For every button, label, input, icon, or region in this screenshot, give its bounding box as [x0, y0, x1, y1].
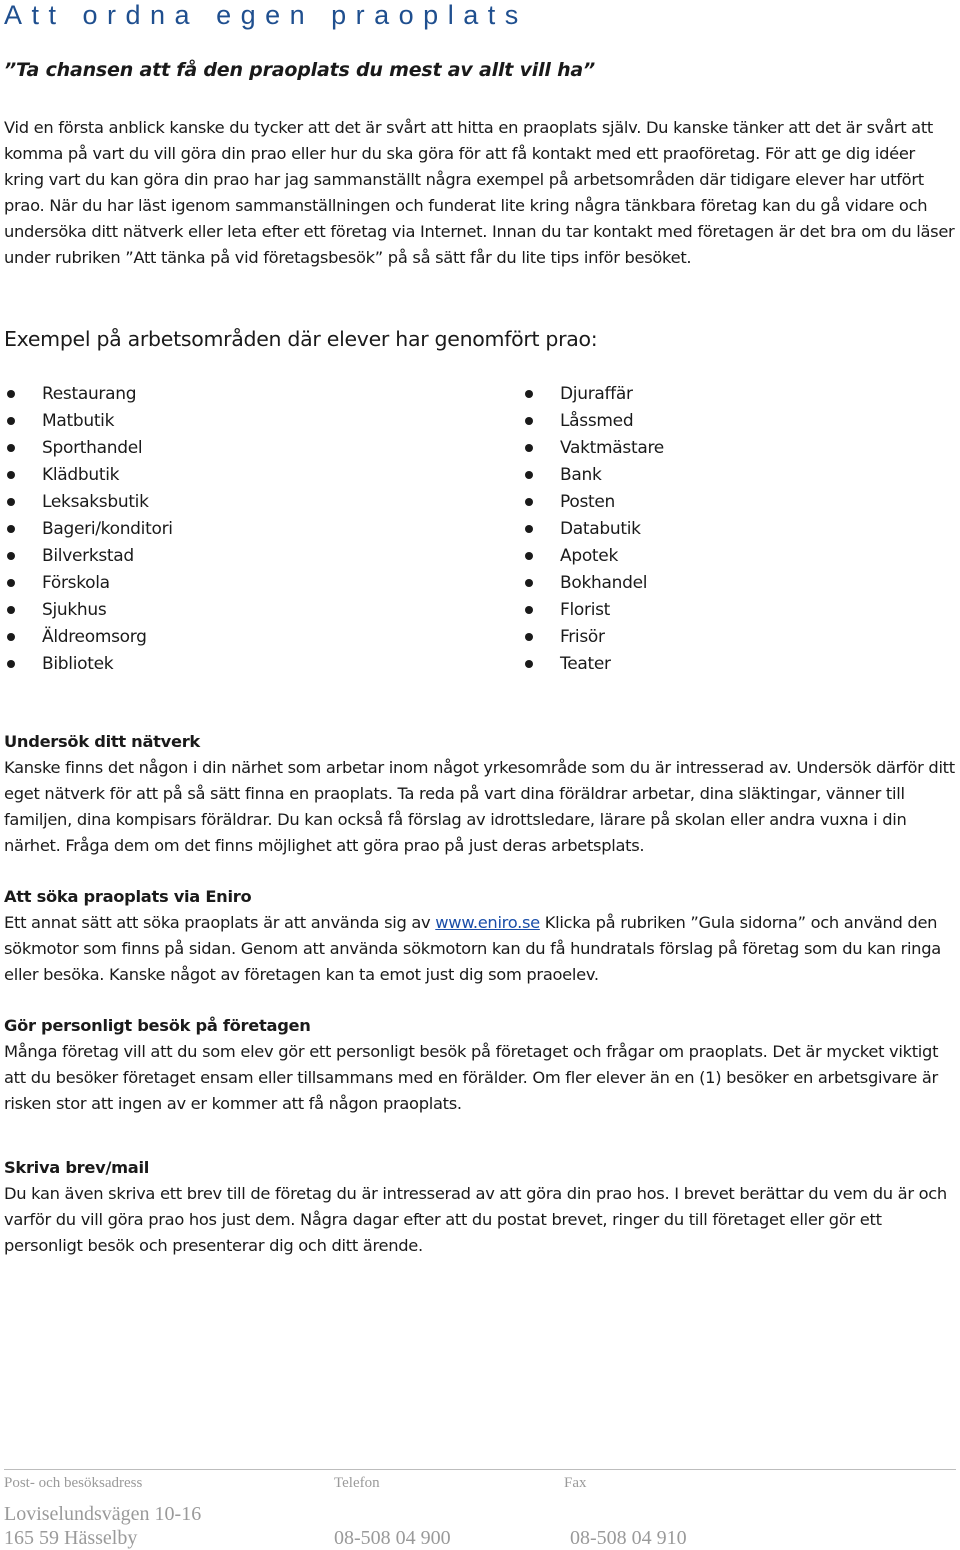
list-item: Apotek: [522, 543, 664, 570]
list-item: Bilverkstad: [4, 543, 173, 570]
bullet-icon: [7, 606, 15, 614]
footer-fax: 08-508 04 910: [570, 1527, 687, 1549]
bullet-icon: [525, 471, 533, 479]
bullet-icon: [7, 633, 15, 641]
bullet-icon: [525, 552, 533, 560]
bullet-icon: [525, 579, 533, 587]
bullet-icon: [7, 525, 15, 533]
eniro-link[interactable]: www.eniro.se: [435, 913, 540, 932]
bullet-icon: [7, 498, 15, 506]
visit-body: Många företag vill att du som elev gör ett personligt besök på företaget och frågar om praoplats. Det är mycket viktigt att du besöker företaget ensam eller tillsammans med en förälder. Om fler elever än en (1) besöker en arbetsgivare är risken stor att ingen av er kommer att få någon praoplats.: [4, 1042, 939, 1113]
bullet-icon: [525, 498, 533, 506]
footer-fax-label: Fax: [564, 1475, 587, 1491]
footer-phone: 08-508 04 900: [334, 1527, 451, 1549]
page-subtitle: ”Ta chansen att få den praoplats du mest av allt vill ha”: [4, 59, 596, 81]
eniro-text-after: Klicka på rubriken ”Gula sidorna” och använd den sökmotor som finns på sidan. Genom att använda sökmotorn kan du få hundratals förslag på företag som du kan ringa eller besöka. Kanske något av företagen kan ta emot just dig som praoelev.: [4, 913, 941, 984]
bullet-icon: [525, 606, 533, 614]
visit-heading: Gör personligt besök på företagen: [4, 1016, 311, 1035]
list-item: Vaktmästare: [522, 435, 664, 462]
bullet-icon: [525, 633, 533, 641]
footer-phone-label: Telefon: [334, 1475, 380, 1491]
bullet-icon: [7, 417, 15, 425]
examples-list-right: [522, 381, 664, 678]
list-item: Bageri/konditori: [4, 516, 173, 543]
list-item: Bank: [522, 462, 664, 489]
list-item: Sporthandel: [4, 435, 173, 462]
list-item: Matbutik: [4, 408, 173, 435]
bullet-icon: [525, 660, 533, 668]
list-item: Florist: [522, 597, 664, 624]
intro-text-3: När du har läst igenom sammanställningen och funderat lite kring några tänkbara företag kan du gå vidare och undersöka ditt nätverk eller leta efter ett företag via Internet.: [4, 196, 928, 241]
bullet-icon: [525, 390, 533, 398]
letter-heading: Skriva brev/mail: [4, 1158, 150, 1177]
bullet-icon: [525, 417, 533, 425]
list-item: Posten: [522, 489, 664, 516]
list-item: Leksaksbutik: [4, 489, 173, 516]
bullet-icon: [525, 444, 533, 452]
footer-city: 165 59 Hässelby: [4, 1527, 138, 1549]
list-item: Äldreomsorg: [4, 624, 173, 651]
list-item: Bibliotek: [4, 651, 173, 678]
eniro-text-before: Ett annat sätt att söka praoplats är att använda sig av: [4, 913, 436, 932]
list-item: Bokhandel: [522, 570, 664, 597]
intro-text-2: För att ge dig idéer kring vart du kan göra din prao har jag sammanställt några exempel på arbetsområden där tidigare elever har utfört prao.: [4, 144, 924, 215]
bullet-icon: [7, 579, 15, 587]
network-heading: Undersök ditt nätverk: [4, 732, 200, 751]
list-item: Restaurang: [4, 381, 173, 408]
intro-paragraph: [4, 115, 957, 271]
intro-text-1: Vid en första anblick kanske du tycker att det är svårt att hitta en praoplats själv. Du kanske tänker att det är svårt att komma på vart du vill göra din prao eller hur du ska göra för att få kontakt med ett praoföretag.: [4, 118, 934, 163]
examples-list-left: [4, 381, 173, 678]
list-item: Låssmed: [522, 408, 664, 435]
examples-heading: Exempel på arbetsområden där elever har genomfört prao:: [4, 327, 598, 351]
bullet-icon: [7, 390, 15, 398]
list-item: Djuraffär: [522, 381, 664, 408]
footer-street: Loviselundsvägen 10-16: [4, 1503, 202, 1525]
bullet-icon: [7, 444, 15, 452]
list-item: Frisör: [522, 624, 664, 651]
letter-body: Du kan även skriva ett brev till de företag du är intresserad av att göra din prao hos. I brevet berättar du vem du är och varför du vill göra prao hos just dem. Några dagar efter att du postat brevet, ringer du till företaget eller gör ett personligt besök och presenterar dig och ditt ärende.: [4, 1184, 947, 1255]
bullet-icon: [7, 660, 15, 668]
bullet-icon: [7, 552, 15, 560]
footer-divider: [4, 1469, 956, 1470]
network-body: Kanske finns det någon i din närhet som arbetar inom något yrkesområde som du är intresserad av. Undersök därför ditt eget nätverk för att på så sätt finna en praoplats. Ta reda på vart dina föräldrar arbetar, dina släktingar, vänner till familjen, dina kompisars föräldrar. Du kan också få förslag av idrottsledare, lärare på skolan eller andra vuxna i din närhet. Fråga dem om det finns möjlighet att göra prao på just deras arbetsplats.: [4, 758, 955, 855]
eniro-heading: Att söka praoplats via Eniro: [4, 887, 252, 906]
list-item: Förskola: [4, 570, 173, 597]
eniro-body: [4, 910, 957, 988]
intro-text-4: Innan du tar kontakt med företagen är det bra om du läser under rubriken ”Att tänka på vid företagsbesök” på så sätt får du lite tips inför besöket.: [4, 222, 955, 267]
bullet-icon: [525, 525, 533, 533]
bullet-icon: [7, 471, 15, 479]
page-title: Att ordna egen praoplats: [4, 0, 528, 30]
list-item: Teater: [522, 651, 664, 678]
list-item: Sjukhus: [4, 597, 173, 624]
footer-address-label: Post- och besöksadress: [4, 1475, 143, 1491]
list-item: Databutik: [522, 516, 664, 543]
list-item: Klädbutik: [4, 462, 173, 489]
